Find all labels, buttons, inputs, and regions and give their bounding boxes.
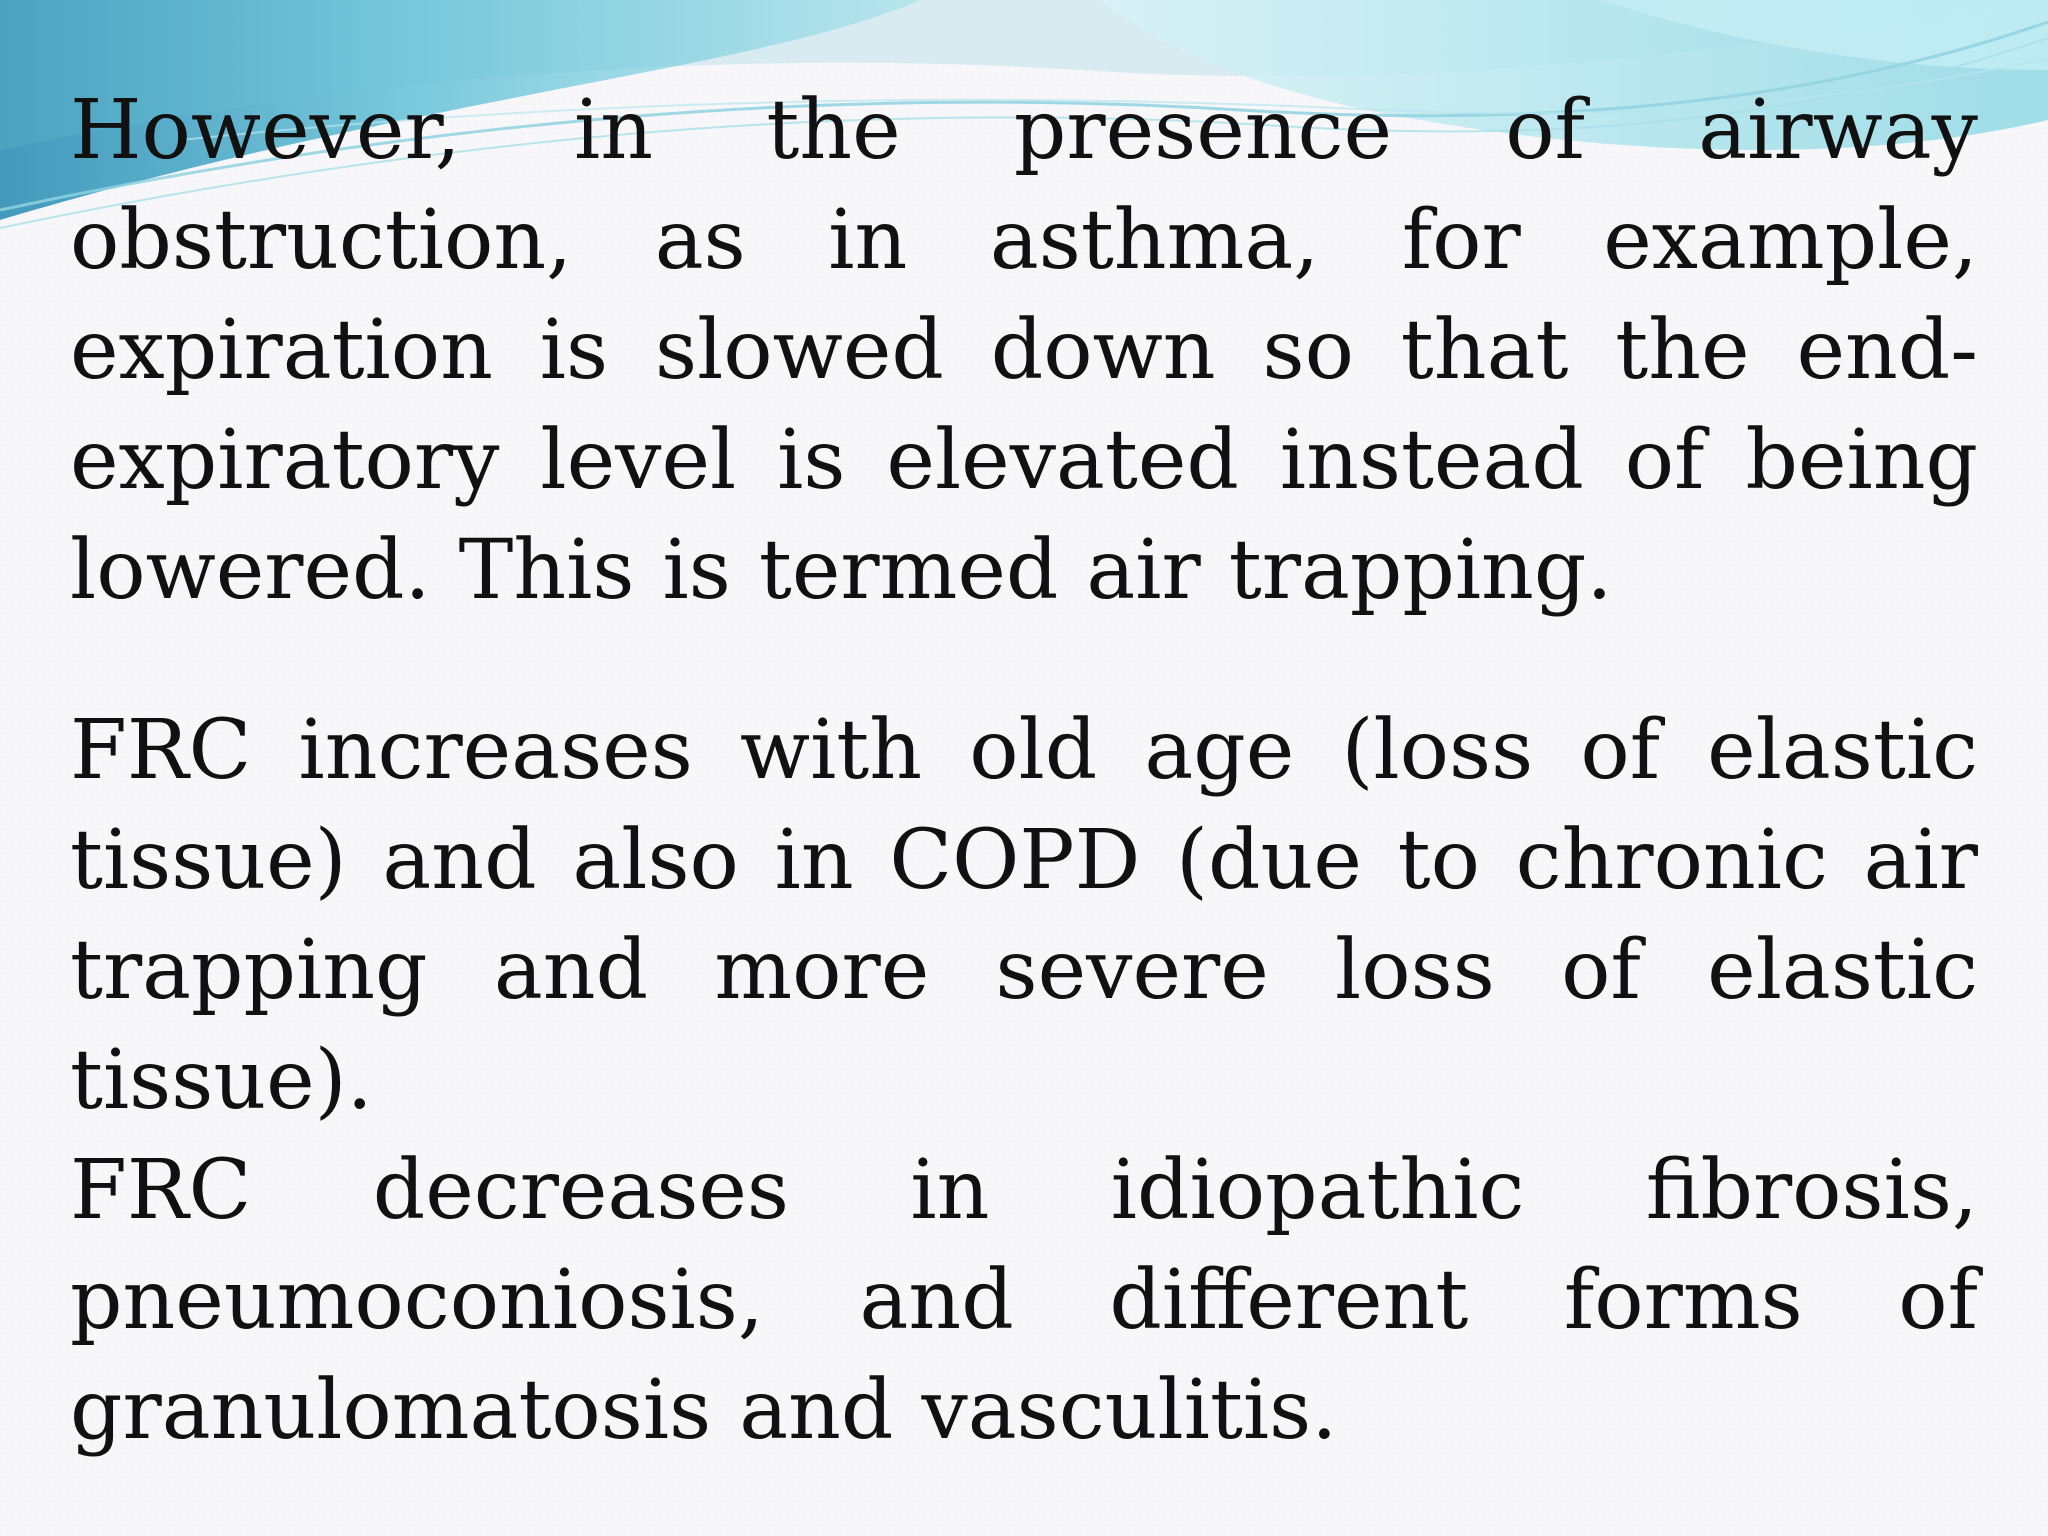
paragraph-frc-increases: FRC increases with old age (loss of elastic tissue) and also in COPD (due to chronic air trapping and more severe loss of elastic tissue).: [70, 703, 1978, 1128]
paragraph-frc-decreases: FRC decreases in idiopathic fibrosis, pneumoconiosis, and different forms of granulomatosis and vasculitis.: [70, 1143, 1978, 1458]
paragraph-air-trapping: However, in the presence of airway obstruction, as in asthma, for example, expiration is slowed down so that the end-expiratory level is elevated instead of being lowered. This is termed air trapping.: [70, 83, 1978, 618]
